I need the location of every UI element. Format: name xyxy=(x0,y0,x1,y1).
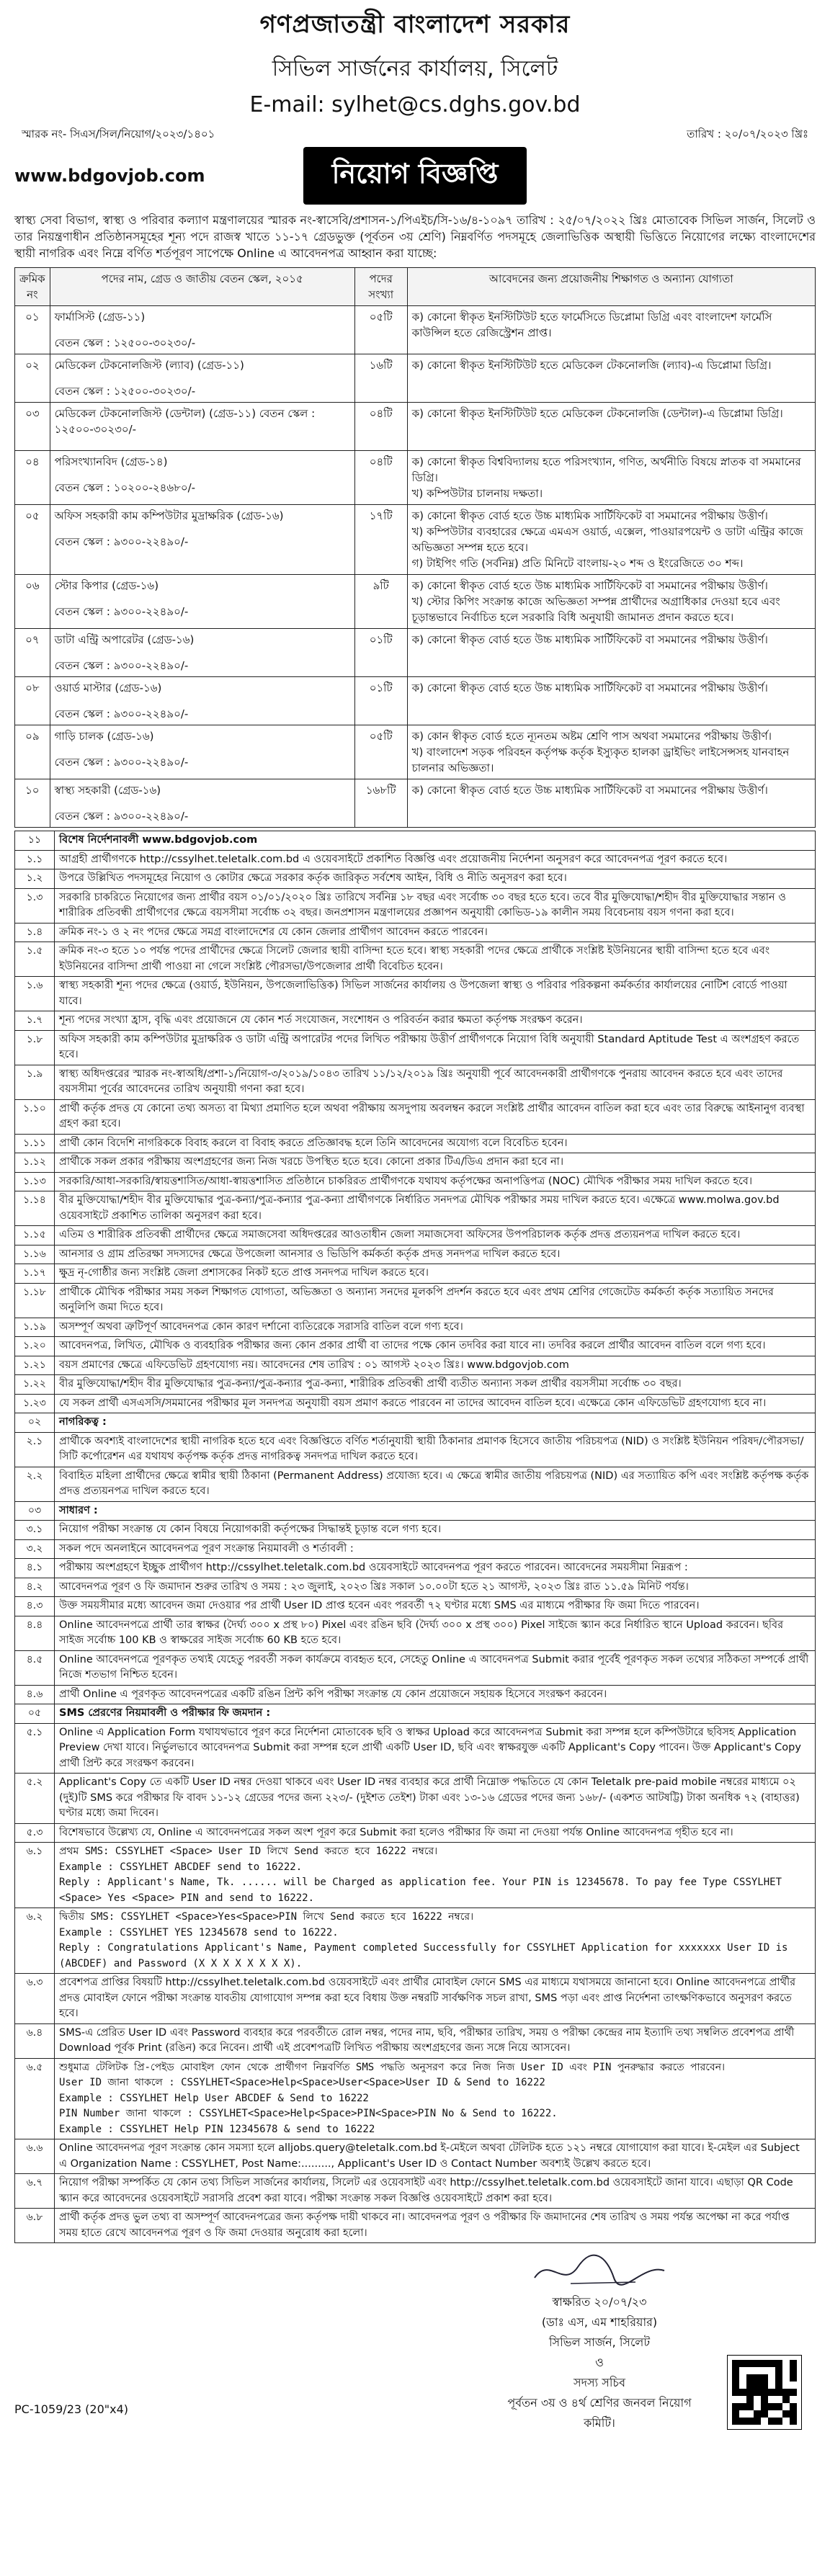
instruction-row xyxy=(15,1264,816,1284)
row-requirements: ক) কোন স্বীকৃত বোর্ড হতে ন্যূনতম অষ্টম শ্রেণি পাস অথবা সমমানের পরীক্ষায় উত্তীর্ণ। খ) বাংলাদেশ সড়ক পরিবহন কর্তৃপক্ষ কর্তৃক ইস্যুকৃত হালকা ড্রাইভিং লাইসেন্সসহ যানবাহন চালনার অভিজ্ঞতা। xyxy=(407,725,815,779)
instruction-number: ৬.৭ xyxy=(15,2174,55,2209)
instruction-row xyxy=(15,850,816,869)
instruction-number: ২.১ xyxy=(15,1432,55,1467)
instruction-text: শুধুমাত্র টেলিটক প্রি-পেইড মোবাইল ফোন থেকে প্রার্থীগণ নিম্নবর্ণিত SMS পদ্ধতি অনুসরণ করে নিজ নিজ User ID এবং PIN পুনরুদ্ধার করতে পারবেন। User ID জানা থাকলে : CSSYLHET<Space>Help<Space>User<Space>User ID & Send to 16222 Example : CSSYLHET Help User ABCDEF & Send to 16222 PIN Number জানা থাকলে : CSSYLHET<Space>Help<Space>PIN<Space>PIN No & Send to 16222. Example : CSSYLHET Help PIN 12345678 & send to 16222 xyxy=(55,2058,816,2139)
instruction-number: ১.৬ xyxy=(15,977,55,1011)
instruction-text: Online এ Application Form যথাযথভাবে পূরণ করে নির্দেশনা মোতাবেক ছবি ও স্বাক্ষর Upload করে আবেদনপত্র Submit করা সম্পন্ন হলে কম্পিউটারে ছবিসহ Application Preview দেখা যাবে। নির্ভুলভাবে আবেদনপত্র Submit করা সম্পন্ন হলে প্রার্থী একটি User ID, ছবি এবং স্বাক্ষরযুক্ত একটি Applicant's Copy পাবেন। উক্ত Applicant's Copy প্রার্থী প্রিন্ট করে সংরক্ষণ করবেন। xyxy=(55,1723,816,1774)
instruction-row xyxy=(15,1843,816,1908)
table-row xyxy=(15,629,816,677)
instruction-number: ৫.৩ xyxy=(15,1823,55,1843)
instruction-number: ৫.২ xyxy=(15,1774,55,1824)
instruction-text: বিশেষ নির্দেশনাবলী www.bdgovjob.com xyxy=(55,831,816,851)
instruction-number: ৩.২ xyxy=(15,1539,55,1559)
instruction-number: ২.২ xyxy=(15,1467,55,1501)
instruction-text: SMS-এ প্রেরিত User ID এবং Password ব্যবহার করে পরবর্তীতে রোল নম্বর, পদের নাম, ছবি, পরীক্ষার তারিখ, সময় ও পরীক্ষা কেন্দ্রের নাম ইত্যাদি তথ্য সম্বলিত প্রবেশপত্র প্রার্থী Download পূর্বক Print (রঙিন) করে নিবেন। প্রার্থী এই প্রবেশপত্রটি লিখিত পরীক্ষায় অংশগ্রহণের জন্য সঙ্গে নিয়ে আসবেন। xyxy=(55,2023,816,2058)
committee-name: পূর্বতন ৩য় ও ৪র্থ শ্রেণির জনবল নিয়োগ কমিটি। xyxy=(507,2396,692,2430)
instruction-text: সকল পদে অনলাইনে আবেদনপত্র পূরণ সংক্রান্ত নিয়মাবলী ও শর্তাবলী : xyxy=(55,1539,816,1559)
instruction-row xyxy=(15,1134,816,1153)
instruction-row xyxy=(15,2174,816,2209)
instruction-text: অফিস সহকারী কাম কম্পিউটার মুদ্রাক্ষরিক ও ডাটা এন্ট্রি অপারেটর পদের লিখিত পরীক্ষায় উত্তীর্ণ প্রার্থীগণকে নিয়োগ বিধি অনুযায়ী Standard Aptitude Test এ অংশগ্রহণ করতে হবে। xyxy=(55,1030,816,1065)
instruction-text: বয়স প্রমাণের ক্ষেত্রে এফিডেভিট গ্রহণযোগ্য নয়। আবেদনের শেষ তারিখ : ০১ আগস্ট ২০২৩ খ্রিঃ। www.bdgovjob.com xyxy=(55,1356,816,1375)
instruction-row xyxy=(15,1704,816,1724)
instruction-number: ১.১১ xyxy=(15,1134,55,1153)
instruction-text: Applicant's Copy তে একটি User ID নম্বর দেওয়া থাকবে এবং User ID নম্বর ব্যবহার করে প্রার্থী নিম্নোক্ত পদ্ধতিতে যে কোন Teletalk pre-paid mobile নম্বরের মাধ্যমে ০২ (দুই)টি SMS করে পরীক্ষার ফি বাবদ ১১-১২ গ্রেডের পদের জন্য ২২৩/- (দুইশত তেইশ) টাকা এবং ১৩-১৬ গ্রেডের পদের জন্য ১৬৮/- (একশত আটষট্টি) টাকা অনধিক ৭২ (বাহাত্তর) ঘণ্টার মধ্যে জমা দিবেন। xyxy=(55,1774,816,1824)
post-name: ফার্মাসিস্ট (গ্রেড-১১) xyxy=(54,310,146,323)
instruction-text: ক্রমিক নং-১ ও ২ নং পদের ক্ষেত্রে সমগ্র বাংলাদেশের যে কোন জেলার প্রার্থীগণ আবেদন করতে পারবেন। xyxy=(55,923,816,942)
qr-code[interactable] xyxy=(728,2356,801,2429)
row-count: ১৬টি xyxy=(354,354,407,403)
instruction-number: ১.৯ xyxy=(15,1065,55,1099)
instruction-number: ১.৭ xyxy=(15,1011,55,1031)
post-name: স্বাস্থ্য সহকারী (গ্রেড-১৬) xyxy=(54,784,161,797)
row-requirements: ক) কোনো স্বীকৃত বোর্ড হতে উচ্চ মাধ্যমিক সার্টিফিকেট বা সমমানের পরীক্ষায় উত্তীর্ণ। xyxy=(407,779,815,828)
row-post xyxy=(50,677,354,725)
memo-date: তারিখ : ২০/০৭/২০২৩ খ্রিঃ xyxy=(687,128,808,140)
instruction-row xyxy=(15,923,816,942)
instruction-number: ৬.১ xyxy=(15,1843,55,1908)
instruction-number: ১.১৭ xyxy=(15,1264,55,1284)
row-count: ০১টি xyxy=(354,677,407,725)
row-serial: ০৯ xyxy=(15,725,50,779)
instruction-number: ৪.৩ xyxy=(15,1597,55,1616)
instruction-row xyxy=(15,1774,816,1824)
post-name: ডাটা এন্ট্রি অপারেটর (গ্রেড-১৬) xyxy=(54,633,195,646)
posts-table-header xyxy=(15,268,816,306)
row-post xyxy=(50,629,354,677)
instruction-row xyxy=(15,1245,816,1264)
instruction-row xyxy=(15,1318,816,1337)
instruction-row xyxy=(15,942,816,977)
row-post xyxy=(50,403,354,451)
row-count: ০৫টি xyxy=(354,725,407,779)
memo-line xyxy=(14,126,816,144)
post-name: মেডিকেল টেকনোলজিস্ট (ল্যাব) (গ্রেড-১১) xyxy=(54,359,244,372)
instruction-text: আবেদনপত্র পূরণ ও ফি জমাদান শুরুর তারিখ ও সময় : ২৩ জুলাই, ২০২৩ খ্রিঃ সকাল ১০.০০টা হতে ২১ আগস্ট, ২০২৩ খ্রিঃ রাত ১১.৫৯ মিনিট পর্যন্ত। xyxy=(55,1578,816,1597)
pay-scale: বেতন স্কেল : ৯৩০০-২২৪৯০/- xyxy=(54,535,189,548)
page-title: নিয়োগ বিজ্ঞপ্তি xyxy=(303,147,527,205)
instruction-row xyxy=(15,1356,816,1375)
instruction-row xyxy=(15,1908,816,1974)
instruction-number: ১.২০ xyxy=(15,1337,55,1356)
instruction-text: Online আবেদনপত্রে পূরণকৃত তথ্যই যেহেতু পরবর্তী সকল কার্যক্রমে ব্যবহৃত হবে, সেহেতু Online এ আবেদনপত্র Submit করার পূর্বেই পূরণকৃত সকল তথ্যের সঠিকতা সম্পর্কে প্রার্থী নিজে শতভাগ নিশ্চিত হবেন। xyxy=(55,1650,816,1685)
row-count: ৯টি xyxy=(354,575,407,629)
instruction-row xyxy=(15,1172,816,1191)
row-post xyxy=(50,354,354,403)
instruction-number: ১.২ xyxy=(15,869,55,889)
post-name: মেডিকেল টেকনোলজিস্ট (ডেন্টাল) (গ্রেড-১১) বেতন স্কেল : ১২৫০০-৩০২৩০/- xyxy=(54,407,316,436)
instruction-number: ১.১৬ xyxy=(15,1245,55,1264)
table-row xyxy=(15,779,816,828)
col-serial: ক্রমিক নং xyxy=(15,268,50,306)
instruction-text: সরকারি/আধা-সরকারি/স্বায়ত্তশাসিত/আধা-স্বায়ত্তশাসিত প্রতিষ্ঠানে চাকরিরত প্রার্থীগণকে যথাযথ কর্তৃপক্ষের অনাপত্তিপত্র (NOC) মৌখিক পরীক্ষার সময় দাখিল করতে হবে। xyxy=(55,1172,816,1191)
instruction-text: ক্রমিক নং-৩ হতে ১০ পর্যন্ত পদের প্রার্থীদের ক্ষেত্রে সিলেট জেলার স্থায়ী বাসিন্দা হতে হবে। স্বাস্থ্য সহকারী পদের ক্ষেত্রে প্রার্থীকে সংশ্লিষ্ট ইউনিয়নের স্থায়ী বাসিন্দা হতে হবে এবং ইউনিয়নের বাসিন্দা প্রার্থী পাওয়া না গেলে সংশ্লিষ্ট পৌরসভা/উপজেলার প্রার্থী বিবেচিত হবেন। xyxy=(55,942,816,977)
instruction-row xyxy=(15,1559,816,1578)
row-requirements: ক) কোনো স্বীকৃত ইনস্টিটিউট হতে মেডিকেল টেকনোলজি (ডেন্টাল)-এ ডিপ্লোমা ডিগ্রি। xyxy=(407,403,815,451)
instruction-text: এতিম ও শারীরিক প্রতিবন্ধী প্রার্থীদের ক্ষেত্রে সমাজসেবা অধিদপ্তরের আওতাধীন জেলা সমাজসেবা অফিসের উপপরিচালক কর্তৃক প্রদত্ত প্রত্যয়নপত্র দাখিল করতে হবে। xyxy=(55,1226,816,1245)
instruction-number: ১.১৫ xyxy=(15,1226,55,1245)
instruction-number: ১.১৩ xyxy=(15,1172,55,1191)
instruction-row xyxy=(15,1191,816,1226)
instruction-text: প্রার্থী কোন বিদেশি নাগরিককে বিবাহ করলে বা বিবাহ করতে প্রতিজ্ঞাবদ্ধ হলে তিনি আবেদনের অযোগ্য বলে বিবেচিত হবেন। xyxy=(55,1134,816,1153)
row-count: ০৫টি xyxy=(354,306,407,354)
signature-block xyxy=(506,2249,693,2433)
instruction-row xyxy=(15,1065,816,1099)
instruction-number: ১.২৩ xyxy=(15,1394,55,1413)
pay-scale: বেতন স্কেল : ১০২০০-২৪৬৮০/- xyxy=(54,481,196,494)
instruction-text: Online আবেদনপত্রে প্রার্থী তার স্বাক্ষর (দৈর্ঘ্য ৩০০ x প্রস্থ ৮০) Pixel এবং রঙিন ছবি (দৈর্ঘ্য ৩০০ x প্রস্থ ৩০০) Pixel সাইজে স্ক্যান করে নির্ধারিত স্থানে Upload করবেন। ছবির সাইজ সর্বোচ্চ 100 KB ও স্বাক্ষরের সাইজ সর্বোচ্চ 60 KB হতে হবে। xyxy=(55,1616,816,1650)
instruction-text: স্বাস্থ্য অধিদপ্তরের স্মারক নং-স্বাঅধি/প্রশা-১/নিয়োগ-৩/২০১৯/১০৪৩ তারিখ ১১/১২/২০১৯ খ্রিঃ অনুযায়ী পূর্বে আবেদনকারী প্রার্থীগণকে পুনরায় আবেদন করতে হবে এবং তাদের বয়সসীমা পূর্বের আবেদনের তারিখ অনুযায়ী গণনা করা হবে। xyxy=(55,1065,816,1099)
post-name: স্টোর কিপার (গ্রেড-১৬) xyxy=(54,579,159,592)
instruction-row xyxy=(15,1597,816,1616)
instruction-number: ১.১ xyxy=(15,850,55,869)
col-post: পদের নাম, গ্রেড ও জাতীয় বেতন স্কেল, ২০১৫ xyxy=(50,268,354,306)
instruction-text: SMS প্রেরণের নিয়মাবলী ও পরীক্ষার ফি জমদান : xyxy=(55,1704,816,1724)
instruction-text: নিয়োগ পরীক্ষা সম্পর্কিত যে কোন তথ্য সিভিল সার্জনের কার্যালয়, সিলেট এর ওয়েবসাইট এবং http://cssylhet.teletalk.com.bd ওয়েবসাইটে জানা যাবে। এছাড়া QR Code স্ক্যান করে আবেদনের ওয়েবসাইটে সরাসরি প্রবেশ করা যাবে। পরীক্ষা সংক্রান্ত সকল বিজ্ঞপ্তি ওয়েবসাইটে প্রকাশ করা হবে। xyxy=(55,2174,816,2209)
instruction-text: বিশেষভাবে উল্লেখ্য যে, Online এ আবেদনপত্রের সকল অংশ পূরণ করে Submit করা হলেও পরীক্ষার ফি জমা না দেওয়া পর্যন্ত Online আবেদনপত্র গৃহীত হবে না। xyxy=(55,1823,816,1843)
instruction-text: উপরে উল্লিখিত পদসমূহের নিয়োগ ও কোটার ক্ষেত্রে সরকার কর্তৃক জারিকৃত সর্বশেষ আইন, বিধি ও নীতি অনুসরণ করা হবে। xyxy=(55,869,816,889)
signatory-designation: সিভিল সার্জন, সিলেট xyxy=(548,2335,651,2349)
table-row xyxy=(15,725,816,779)
row-serial: ০৫ xyxy=(15,505,50,575)
instruction-number: ৩.১ xyxy=(15,1521,55,1540)
instruction-row xyxy=(15,1501,816,1521)
office-email: E-mail: sylhet@cs.dghs.gov.bd xyxy=(249,92,581,117)
col-requirements: আবেদনের জন্য প্রয়োজনীয় শিক্ষাগত ও অন্যান্য যোগ্যতা xyxy=(407,268,815,306)
instruction-text: আনসার ও গ্রাম প্রতিরক্ষা সদস্যদের ক্ষেত্রে উপজেলা আনসার ও ভিডিপি কর্মকর্তা কর্তৃক প্রদত্ত সনদপত্র দাখিল করতে হবে। xyxy=(55,1245,816,1264)
instruction-text: Online আবেদনপত্র পূরণ সংক্রান্ত কোন সমস্যা হলে alljobs.query@teletalk.com.bd ই-মেইলে অথবা টেলিটক হতে ১২১ নম্বরে যোগাযোগ করা যাবে। ই-মেইল এর Subject এ Organization Name : CSSYLHET, Post Name:........., Applicant's User ID ও Contact Number অবশ্যই উল্লেখ করতে হবে। xyxy=(55,2139,816,2174)
instruction-row xyxy=(15,2023,816,2058)
office-name: সিভিল সার্জনের কার্যালয়, সিলেট xyxy=(272,56,558,81)
instruction-row xyxy=(15,977,816,1011)
post-name: গাড়ি চালক (গ্রেড-১৬) xyxy=(54,730,154,743)
instruction-text: প্রথম SMS: CSSYLHET <Space> User ID লিখে Send করতে হবে 16222 নম্বরে। Example : CSSYLHET ABCDEF send to 16222. Reply : Applicant's Name, Tk. ...... will be Charged as application fee. Your PIN is 12345678. To pay fee Type CSSYLHET <Space> Yes <Space> PIN and send to 16222. xyxy=(55,1843,816,1908)
row-requirements: ক) কোনো স্বীকৃত বোর্ড হতে উচ্চ মাধ্যমিক সার্টিফিকেট বা সমমানের পরীক্ষায় উত্তীর্ণ। xyxy=(407,629,815,677)
instruction-text: যে সকল প্রার্থী এসএসসি/সমমানের পরীক্ষার মূল সনদপত্র অনুযায়ী বয়স প্রমাণ করতে পারবেন না তাদের আবেদন বাতিল হবে। এক্ষেত্রে কোন এফিডেভিট গ্রহণযোগ্য হবে না। xyxy=(55,1394,816,1413)
instruction-row xyxy=(15,1030,816,1065)
instruction-text: বীর মুক্তিযোদ্ধা/শহীদ বীর মুক্তিযোদ্ধার পুত্র-কন্যা/পুত্র-কন্যার পুত্র-কন্যা প্রার্থীগণকে নির্ধারিত সনদপত্র মৌখিক পরীক্ষার সময় দাখিল করতে হবে। এক্ষেত্রে www.molwa.gov.bd ওয়েবসাইটে প্রকাশিত তালিকা অনুসরণ করা হবে। xyxy=(55,1191,816,1226)
row-count: ০৪টি xyxy=(354,451,407,505)
memo-reference: স্মারক নং- সিএস/সিল/নিয়োগ/২০২৩/১৪০১ xyxy=(22,128,215,140)
row-requirements: ক) কোনো স্বীকৃত বোর্ড হতে উচ্চ মাধ্যমিক সার্টিফিকেট বা সমমানের পরীক্ষায় উত্তীর্ণ। xyxy=(407,677,815,725)
instruction-row xyxy=(15,1011,816,1031)
instruction-text: নিয়োগ পরীক্ষা সংক্রান্ত যে কোন বিষয়ে নিয়োগকারী কর্তৃপক্ষের সিদ্ধান্তই চূড়ান্ত বলে গণ্য হবে। xyxy=(55,1521,816,1540)
post-name: পরিসংখ্যানবিদ (গ্রেড-১৪) xyxy=(54,455,168,468)
instruction-number: ৬.৬ xyxy=(15,2139,55,2174)
instruction-row xyxy=(15,1226,816,1245)
row-count: ১৭টি xyxy=(354,505,407,575)
table-row xyxy=(15,575,816,629)
instruction-number: ০৩ xyxy=(15,1501,55,1521)
signatory-conjunction: ও xyxy=(595,2356,604,2369)
row-serial: ০৮ xyxy=(15,677,50,725)
government-name: গণপ্রজাতন্ত্রী বাংলাদেশ সরকার xyxy=(259,10,571,39)
signatory-role: সদস্য সচিব xyxy=(574,2376,625,2389)
instruction-number: ১১ xyxy=(15,831,55,851)
instruction-row xyxy=(15,869,816,889)
instruction-row xyxy=(15,888,816,923)
post-name: অফিস সহকারী কাম কম্পিউটার মুদ্রাক্ষরিক (গ্রেড-১৬) xyxy=(54,509,284,522)
instruction-number: ১.৩ xyxy=(15,888,55,923)
table-row xyxy=(15,677,816,725)
instruction-number: ১.২২ xyxy=(15,1375,55,1395)
row-serial: ০৭ xyxy=(15,629,50,677)
pay-scale: বেতন স্কেল : ৯৩০০-২২৪৯০/- xyxy=(54,605,189,618)
instruction-row xyxy=(15,1685,816,1704)
pay-scale: বেতন স্কেল : ৯৩০০-২২৪৯০/- xyxy=(54,707,189,720)
row-post xyxy=(50,505,354,575)
instruction-text: প্রার্থী Online এ পূরণকৃত আবেদনপত্রের একটি রঙিন প্রিন্ট কপি পরীক্ষা সংক্রান্ত যে কোন প্রয়োজনে সহায়ক হিসেবে সংরক্ষণ করবেন। xyxy=(55,1685,816,1704)
signatory-name: (ডাঃ এস, এম শাহরিয়ার) xyxy=(541,2315,658,2329)
instruction-row xyxy=(15,2209,816,2243)
instruction-row xyxy=(15,1823,816,1843)
instruction-number: ১.৪ xyxy=(15,923,55,942)
instruction-number: ৬.৩ xyxy=(15,1974,55,2024)
row-serial: ০১ xyxy=(15,306,50,354)
instruction-text: আগ্রহী প্রার্থীগণকে http://cssylhet.teletalk.com.bd এ ওয়েবসাইটে প্রকাশিত বিজ্ঞপ্তি এবং প্রয়োজনীয় নির্দেশনা অনুসরণ করে আবেদনপত্র পূরণ করতে হবে। xyxy=(55,850,816,869)
instruction-text: পরীক্ষায় অংশগ্রহণে ইচ্ছুক প্রার্থীগণ http://cssylhet.teletalk.com.bd ওয়েবসাইটে আবেদনপত্র পূরণ করতে পারবেন। আবেদনের সময়সীমা নিম্নরূপ : xyxy=(55,1559,816,1578)
footer xyxy=(14,2243,816,2459)
instruction-number: ০২ xyxy=(15,1413,55,1433)
row-post xyxy=(50,451,354,505)
intro-paragraph: স্বাস্থ্য সেবা বিভাগ, স্বাস্থ্য ও পরিবার কল্যাণ মন্ত্রণালয়ের স্মারক নং-স্বাসেবি/প্রশাসন-১/পিএইচ/সি-১৬/৪-১০৯৭ তারিখ : ২৫/০৭/২০২২ খ্রিঃ মোতাবেক সিভিল সার্জন, সিলেট ও তার নিয়ন্ত্রণাধীন প্রতিষ্ঠানসমূহের শূন্য পদে রাজস্ব খাতে ১১-১৭ গ্রেডভুক্ত (পূর্বতন ৩য় শ্রেণি) নিম্নবর্ণিত পদসমূহে জেলাভিত্তিক অস্থায়ী ভিত্তিতে নিয়োগের লক্ষ্যে বাংলাদেশের স্থায়ী নাগরিক এবং নিম্নে বর্ণিত শর্তপূরণ সাপেক্ষে Online এ আবেদনপত্র আহ্বান করা যাচ্ছে: xyxy=(14,213,816,260)
instruction-row xyxy=(15,1467,816,1501)
instruction-row xyxy=(15,1153,816,1173)
pay-scale: বেতন স্কেল : ১২৫০০-৩০২৩০/- xyxy=(54,385,196,398)
instruction-number: ৪.২ xyxy=(15,1578,55,1597)
instruction-number: ১.১২ xyxy=(15,1153,55,1173)
row-serial: ০৩ xyxy=(15,403,50,451)
row-post xyxy=(50,575,354,629)
instruction-text: নাগরিকত্ব : xyxy=(55,1413,816,1433)
table-row xyxy=(15,505,816,575)
instruction-number: ৬.২ xyxy=(15,1908,55,1974)
instruction-row xyxy=(15,1974,816,2024)
instruction-text: প্রার্থীকে মৌখিক পরীক্ষার সময় সকল শিক্ষাগত যোগ্যতা, অভিজ্ঞতা ও অন্যান্য সনদের মূলকপি প্রদর্শন করতে হবে এবং প্রথম শ্রেণির গেজেটেড কর্মকর্তা কর্তৃক সত্যায়িত সনদের অনুলিপি জমা দিতে হবে। xyxy=(55,1283,816,1318)
row-requirements: ক) কোনো স্বীকৃত ইনস্টিটিউট হতে মেডিকেল টেকনোলজি (ল্যাব)-এ ডিপ্লোমা ডিগ্রি। xyxy=(407,354,815,403)
instruction-text: উক্ত সময়সীমার মধ্যে আবেদন জমা দেওয়ার পর প্রার্থী User ID প্রাপ্ত হবেন এবং পরবর্তী ৭২ ঘণ্টার মধ্যে SMS এর মাধ্যমে পরীক্ষার ফি জমা দিতে পারবেন। xyxy=(55,1597,816,1616)
instruction-row xyxy=(15,2139,816,2174)
table-row xyxy=(15,451,816,505)
instructions-body xyxy=(15,831,816,2243)
instruction-text: প্রার্থী কর্তৃক প্রদত্ত যে কোনো তথ্য অসত্য বা মিথ্যা প্রমাণিত হলে অথবা পরীক্ষায় অসদুপায় অবলম্বন করলে সংশ্লিষ্ট প্রার্থীর আবেদন বাতিল করা হবে এবং তার বিরুদ্ধে আইনানুগ ব্যবস্থা গ্রহণ করা হবে। xyxy=(55,1099,816,1134)
instruction-row xyxy=(15,1413,816,1433)
instruction-text: বিবাহিত মহিলা প্রার্থীদের ক্ষেত্রে স্বামীর স্থায়ী ঠিকানা (Permanent Address) প্রযোজ্য হবে। এ ক্ষেত্রে স্বামীর জাতীয় পরিচয়পত্র (NID) এর সত্যায়িত কপি এবং সংশ্লিষ্ট কর্তৃপক্ষ কর্তৃক প্রদত্ত প্রত্যয়নপত্র দাখিল করতে হবে। xyxy=(55,1467,816,1501)
instruction-text: দ্বিতীয় SMS: CSSYLHET <Space>Yes<Space>PIN লিখে Send করতে হবে 16222 নম্বরে। Example : CSSYLHET YES 12345678 send to 16222. Reply : Congratulations Applicant's Name, Payment completed Successfully for CSSYLHET Application for xxxxxxx User ID is (ABCDEF) and Password (X X X X X X X X). xyxy=(55,1908,816,1974)
instruction-number: ৪.১ xyxy=(15,1559,55,1578)
instruction-number: ০৫ xyxy=(15,1704,55,1724)
instruction-row xyxy=(15,1723,816,1774)
print-code: PC-1059/23 (20"x4) xyxy=(14,2402,128,2416)
instruction-text: প্রার্থীকে অবশ্যই বাংলাদেশের স্থায়ী নাগরিক হতে হবে এবং বিজ্ঞপ্তিতে বর্ণিত শর্তানুযায়ী স্থায়ী ঠিকানার প্রমাণক হিসেবে জাতীয় পরিচয়পত্র (NID) ও সংশ্লিষ্ট ইউনিয়ন পরিষদ/পৌরসভা/সিটি কর্পোরেশন এর যথাযথ কর্তৃপক্ষ কর্তৃক প্রদত্ত নাগরিকত্ব সনদপত্র দাখিল করতে হবে। xyxy=(55,1432,816,1467)
instruction-row xyxy=(15,1521,816,1540)
instruction-row xyxy=(15,831,816,851)
signature-image xyxy=(527,2249,671,2292)
instruction-row xyxy=(15,1539,816,1559)
instruction-text: বীর মুক্তিযোদ্ধা/শহীদ বীর মুক্তিযোদ্ধার পুত্র-কন্যা/পুত্র-কন্যার পুত্র-কন্যা, শারীরিক প্রতিবন্ধী প্রার্থী ব্যতীত অন্যান্য সকল প্রার্থীর বয়সসীমা সর্বোচ্চ ৩০ বছর। xyxy=(55,1375,816,1395)
instruction-number: ১.৫ xyxy=(15,942,55,977)
instruction-number: ১.১৪ xyxy=(15,1191,55,1226)
row-count: ১৬৮টি xyxy=(354,779,407,828)
title-banner xyxy=(14,147,816,205)
instruction-row xyxy=(15,1283,816,1318)
posts-table-body xyxy=(15,306,816,828)
col-count: পদের সংখ্যা xyxy=(354,268,407,306)
instruction-text: আবেদনপত্র, লিখিত, মৌখিক ও ব্যবহারিক পরীক্ষার জন্য কোন প্রকার প্রার্থী বা তাদের পক্ষে কোন তদবির করা যাবে না। তদবির করলে প্রার্থীর আবেদন বাতিল বলে গণ্য হবে। xyxy=(55,1337,816,1356)
instruction-row xyxy=(15,1578,816,1597)
instruction-row xyxy=(15,1337,816,1356)
instruction-text: প্রবেশপত্র প্রাপ্তির বিষয়টি http://cssylhet.teletalk.com.bd ওয়েবসাইটে এবং প্রার্থীর মোবাইল ফোনে SMS এর মাধ্যমে যথাসময়ে জানানো হবে। Online আবেদনপত্রে প্রার্থীর প্রদত্ত মোবাইল ফোনে পরীক্ষা সংক্রান্ত যাবতীয় যোগাযোগ সম্পন্ন করা হবে বিধায় উক্ত নম্বরটি সার্বক্ষণিক সচল রাখা, SMS পড়া এবং প্রাপ্ত নির্দেশনা তাৎক্ষণিকভাবে অনুসরণ করতে হবে। xyxy=(55,1974,816,2024)
instruction-text: সরকারি চাকরিতে নিয়োগের জন্য প্রার্থীর বয়স ০১/০১/২০২০ খ্রিঃ তারিখে সর্বনিম্ন ১৮ বছর এবং সর্বোচ্চ ৩০ বছর হতে হবে। তবে বীর মুক্তিযোদ্ধা/শহীদ বীর মুক্তিযোদ্ধার সন্তান ও শারীরিক প্রতিবন্ধী প্রার্থীগণের ক্ষেত্রে বয়সসীমা সর্বোচ্চ ৩২ বছর। জনপ্রশাসন মন্ত্রণালয়ের প্রজ্ঞাপন অনুযায়ী কোভিড-১৯ কালীন সময় বিবেচনায় বয়স গণনা করা হবে। xyxy=(55,888,816,923)
instruction-number: ৪.৬ xyxy=(15,1685,55,1704)
instructions-table xyxy=(14,831,816,2243)
row-count: ০৪টি xyxy=(354,403,407,451)
pay-scale: বেতন স্কেল : ৯৩০০-২২৪৯০/- xyxy=(54,659,189,672)
instruction-number: ১.১৯ xyxy=(15,1318,55,1337)
instruction-number: ৪.৪ xyxy=(15,1616,55,1650)
website-watermark: www.bdgovjob.com xyxy=(14,166,205,186)
instruction-text: অসম্পূর্ণ অথবা ত্রুটিপূর্ণ আবেদনপত্র কোন কারণ দর্শানো ব্যতিরেকে সরাসরি বাতিল বলে গণ্য হবে। xyxy=(55,1318,816,1337)
instruction-row xyxy=(15,1616,816,1650)
instruction-row xyxy=(15,1099,816,1134)
table-row xyxy=(15,306,816,354)
row-post xyxy=(50,779,354,828)
row-count: ০১টি xyxy=(354,629,407,677)
row-requirements: ক) কোনো স্বীকৃত বিশ্ববিদ্যালয় হতে পরিসংখ্যান, গণিত, অর্থনীতি বিষয়ে স্নাতক বা সমমানের ডিগ্রি। খ) কম্পিউটার চালনায় দক্ষতা। xyxy=(407,451,815,505)
instruction-text: প্রার্থী কর্তৃক প্রদত্ত ভুল তথ্য বা অসম্পূর্ণ আবেদনপত্রের জন্য কর্তৃপক্ষ দায়ী থাকবে না। আবেদনপত্র পূরণ ও পরীক্ষার ফি জমাদানের শেষ তারিখ ও সময় পর্যন্ত অপেক্ষা না করে পর্যাপ্ত সময় হাতে রেখে আবেদনপত্র পূরণ ও ফি জমা দেওয়ার অনুরোধ করা হলো। xyxy=(55,2209,816,2243)
post-name: ওয়ার্ড মাস্টার (গ্রেড-১৬) xyxy=(54,681,162,694)
row-serial: ১০ xyxy=(15,779,50,828)
row-serial: ০৪ xyxy=(15,451,50,505)
pay-scale: বেতন স্কেল : ৯৩০০-২২৪৯০/- xyxy=(54,756,189,769)
row-post xyxy=(50,725,354,779)
pay-scale: বেতন স্কেল : ১২৫০০-৩০২৩০/- xyxy=(54,336,196,349)
pay-scale: বেতন স্কেল : ৯৩০০-২২৪৯০/- xyxy=(54,810,189,823)
instruction-number: ৫.১ xyxy=(15,1723,55,1774)
instruction-number: ১.১০ xyxy=(15,1099,55,1134)
instruction-number: ৪.৫ xyxy=(15,1650,55,1685)
row-requirements: ক) কোনো স্বীকৃত বোর্ড হতে উচ্চ মাধ্যমিক সার্টিফিকেট বা সমমানের পরীক্ষায় উত্তীর্ণ। খ) স্টোর কিপিং সংক্রান্ত কাজে অভিজ্ঞতা সম্পন্ন প্রার্থীদের অগ্রাধিকার দেওয়া হবে এবং চূড়ান্তভাবে নির্বাচিত হলে সরকারি বিধি অনুযায়ী জামানত প্রদান করতে হবে। xyxy=(407,575,815,629)
instruction-row xyxy=(15,1375,816,1395)
row-serial: ০৬ xyxy=(15,575,50,629)
row-post xyxy=(50,306,354,354)
instruction-number: ১.২১ xyxy=(15,1356,55,1375)
table-row xyxy=(15,403,816,451)
posts-table xyxy=(14,267,816,828)
table-row xyxy=(15,354,816,403)
instruction-number: ১.১৮ xyxy=(15,1283,55,1318)
instruction-row xyxy=(15,1650,816,1685)
instruction-number: ৬.৫ xyxy=(15,2058,55,2139)
signature-text: স্বাক্ষরিত ২০/০৭/২৩ xyxy=(552,2295,647,2309)
instruction-number: ৬.৪ xyxy=(15,2023,55,2058)
instruction-text: প্রার্থীকে সকল প্রকার পরীক্ষায় অংশগ্রহণের জন্য নিজ খরচে উপস্থিত হতে হবে। কোনো প্রকার টিএ/ডিএ প্রদান করা হবে না। xyxy=(55,1153,816,1173)
instruction-row xyxy=(15,1394,816,1413)
instruction-number: ১.৮ xyxy=(15,1030,55,1065)
instruction-number: ৬.৮ xyxy=(15,2209,55,2243)
row-serial: ০২ xyxy=(15,354,50,403)
instruction-text: ক্ষুদ্র নৃ-গোষ্ঠীর জন্য সংশ্লিষ্ট জেলা প্রশাসকের নিকট হতে প্রাপ্ত সনদপত্র দাখিল করতে হবে। xyxy=(55,1264,816,1284)
instruction-text: সাধারণ : xyxy=(55,1501,816,1521)
instruction-row xyxy=(15,1432,816,1467)
row-requirements: ক) কোনো স্বীকৃত ইনস্টিটিউট হতে ফার্মেসিতে ডিপ্লোমা ডিগ্রি এবং বাংলাদেশ ফার্মেসি কাউন্সিল হতে রেজিস্ট্রেশন প্রাপ্ত। xyxy=(407,306,815,354)
instruction-text: স্বাস্থ্য সহকারী শূন্য পদের ক্ষেত্রে (ওয়ার্ড, ইউনিয়ন, উপজেলাভিত্তিক) সিভিল সার্জনের কার্যালয় ও উপজেলা স্বাস্থ্য ও পরিবার পরিকল্পনা কর্মকর্তার কার্যালয়ের নোটিশ বোর্ডে পাওয়া যাবে। xyxy=(55,977,816,1011)
instruction-row xyxy=(15,2058,816,2139)
row-requirements: ক) কোনো স্বীকৃত বোর্ড হতে উচ্চ মাধ্যমিক সার্টিফিকেট বা সমমানের পরীক্ষায় উত্তীর্ণ। খ) কম্পিউটার ব্যবহারের ক্ষেত্রে এমএস ওয়ার্ড, এক্সেল, পাওয়ারপয়েন্ট ও ডাটা এন্ট্রির কাজে অভিজ্ঞতা সম্পন্ন হতে হবে। গ) টাইপিং গতি (সর্বনিম্ন) প্রতি মিনিটে বাংলায়-২০ শব্দ ও ইংরেজিতে ৩০ শব্দ। xyxy=(407,505,815,575)
instruction-text: শূন্য পদের সংখ্যা হ্রাস, বৃদ্ধি এবং প্রয়োজনে যে কোন শর্ত সংযোজন, সংশোধন ও পরিবর্তন করার ক্ষমতা কর্তৃপক্ষ সংরক্ষণ করেন। xyxy=(55,1011,816,1031)
letterhead xyxy=(14,0,816,117)
